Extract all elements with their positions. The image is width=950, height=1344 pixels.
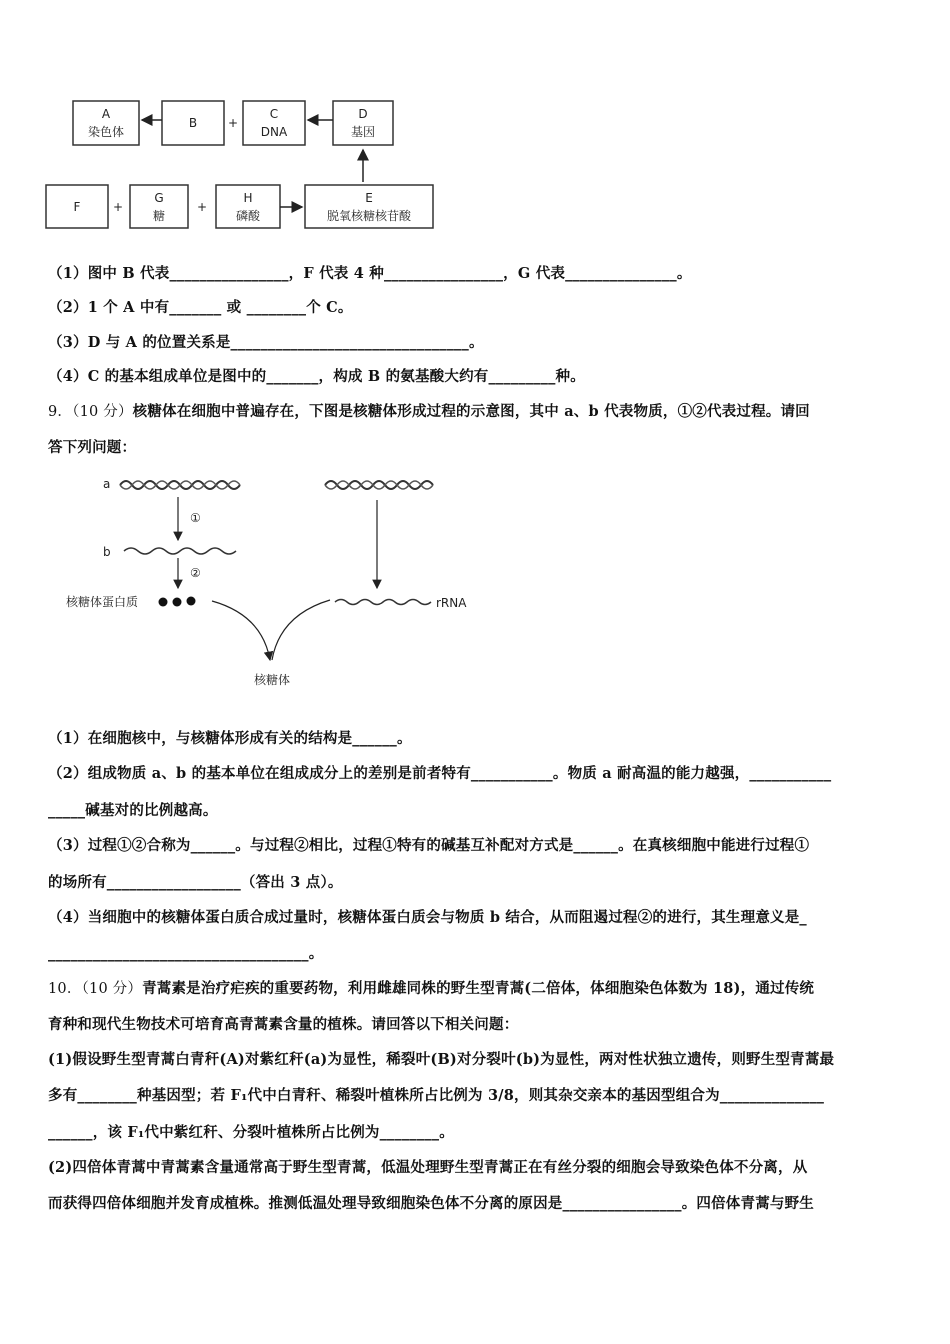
svg-text:+: + — [196, 200, 208, 214]
svg-text:磷酸: 磷酸 — [235, 209, 261, 223]
q8-part1: （1）图中 B 代表________________，F 代表 4 种________________，G 代表_______________。 — [48, 265, 692, 282]
q10-part1-line2: 多有________种基因型；若 F₁代中白青秆、稀裂叶植株所占比例为 3/8，则其杂交亲本的基因型组合为______________ — [48, 1087, 825, 1104]
q10-stem-line1 — [48, 977, 814, 998]
protein-dot — [173, 598, 182, 607]
svg-text:染色体: 染色体 — [87, 125, 125, 139]
dna-a-left — [120, 481, 240, 489]
svg-text:B: B — [188, 116, 198, 130]
dna-a-right — [325, 481, 433, 489]
label-b: b — [103, 545, 111, 559]
svg-text:E: E — [365, 191, 373, 205]
q8-part4: （4）C 的基本组成单位是图中的_______，构成 B 的氨基酸大约有_________种。 — [48, 368, 585, 385]
arrow-protein-to-ribosome — [212, 601, 270, 660]
svg-text:+: + — [112, 200, 124, 214]
q8-part3: （3）D 与 A 的位置关系是________________________________。 — [48, 334, 484, 351]
svg-text:DNA: DNA — [260, 125, 288, 139]
svg-text:糖: 糖 — [152, 209, 166, 223]
box-F — [46, 185, 108, 228]
box-E — [305, 185, 433, 228]
q9-part4-line1: （4）当细胞中的核糖体蛋白质合成过量时，核糖体蛋白质会与物质 b 结合，从而阻遏过程②的进行，其生理意义是_ — [48, 909, 807, 926]
box-A — [73, 101, 139, 145]
q9-part1: （1）在细胞核中，与核糖体形成有关的结构是______。 — [48, 730, 412, 747]
box-C — [243, 101, 305, 145]
box-H — [216, 185, 280, 228]
q9-stem-line2: 答下列问题： — [48, 439, 137, 456]
q9-part3-line2: 的场所有__________________（答出 3 点）。 — [48, 874, 343, 891]
q9-number: 9． — [48, 404, 73, 420]
label-a: a — [103, 477, 111, 491]
svg-text:G: G — [154, 191, 164, 205]
label-step1: ① — [190, 511, 201, 525]
q9-part2-line2: _____碱基对的比例越高。 — [48, 802, 218, 819]
protein-dot — [187, 597, 196, 606]
svg-text:D: D — [358, 107, 368, 121]
svg-text:A: A — [101, 107, 111, 121]
ribosome-formation-diagram — [0, 470, 950, 700]
q9-score: （10 分） — [72, 404, 133, 420]
mrna-b — [124, 548, 236, 554]
label-ribosomal-protein: 核糖体蛋白质 — [66, 595, 139, 609]
svg-text:C: C — [269, 107, 279, 121]
arrow-rrna-to-ribosome — [272, 600, 330, 660]
plus-sign: + — [227, 116, 239, 130]
q9-part2-line1: （2）组成物质 a、b 的基本单位在组成成分上的差别是前者特有___________。物质 a 耐高温的能力越强，___________ — [48, 765, 832, 782]
box-B — [162, 101, 224, 145]
gene-chromosome-diagram — [0, 0, 950, 240]
protein-dot — [159, 598, 168, 607]
svg-text:基因: 基因 — [350, 125, 376, 139]
q10-stem-line2: 育种和现代生物技术可培育高青蒿素含量的植株。请回答以下相关问题： — [48, 1016, 519, 1033]
q10-part2-line2: 而获得四倍体细胞并发育成植株。推测低温处理导致细胞染色体不分离的原因是________________。四倍体青蒿与野生 — [48, 1195, 814, 1212]
q10-part2-line1: (2)四倍体青蒿中青蒿素含量通常高于野生型青蒿，低温处理野生型青蒿正在有丝分裂的细胞会导致染色体不分离，从 — [48, 1159, 808, 1176]
box-D — [333, 101, 393, 145]
q10-part1-line1: (1)假设野生型青蒿白青秆(A)对紫红秆(a)为显性，稀裂叶(B)对分裂叶(b)为显性，两对性状独立遗传，则野生型青蒿最 — [48, 1051, 835, 1068]
q10-number: 10． — [48, 981, 82, 997]
svg-text:F: F — [73, 200, 81, 214]
q10-part1-line3: ______，该 F₁代中紫红秆、分裂叶植株所占比例为________。 — [48, 1124, 454, 1141]
rrna-strand — [335, 600, 431, 605]
q10-stem: 青蒿素是治疗疟疾的重要药物，利用雌雄同株的野生型青蒿(二倍体，体细胞染色体数为 18)，通过传统 — [142, 980, 815, 997]
q9-part4-line2: ___________________________________。 — [48, 945, 324, 962]
label-step2: ② — [190, 566, 201, 580]
svg-text:H: H — [243, 191, 253, 205]
q9-stem-line1 — [48, 400, 810, 421]
svg-text:脱氧核糖核苷酸: 脱氧核糖核苷酸 — [326, 209, 412, 223]
q10-score: （10 分） — [81, 981, 143, 997]
q9-part3-line1: （3）过程①②合称为______。与过程②相比，过程①特有的碱基互补配对方式是______。在真核细胞中能进行过程① — [48, 837, 810, 854]
q8-part2: （2）1 个 A 中有_______ 或 ________个 C。 — [48, 299, 353, 316]
label-ribosome: 核糖体 — [254, 673, 291, 687]
label-rrna: rRNA — [436, 596, 467, 610]
box-G — [130, 185, 188, 228]
q9-stem: 核糖体在细胞中普遍存在，下图是核糖体形成过程的示意图，其中 a、b 代表物质，①②代表过程。请回 — [132, 403, 810, 420]
